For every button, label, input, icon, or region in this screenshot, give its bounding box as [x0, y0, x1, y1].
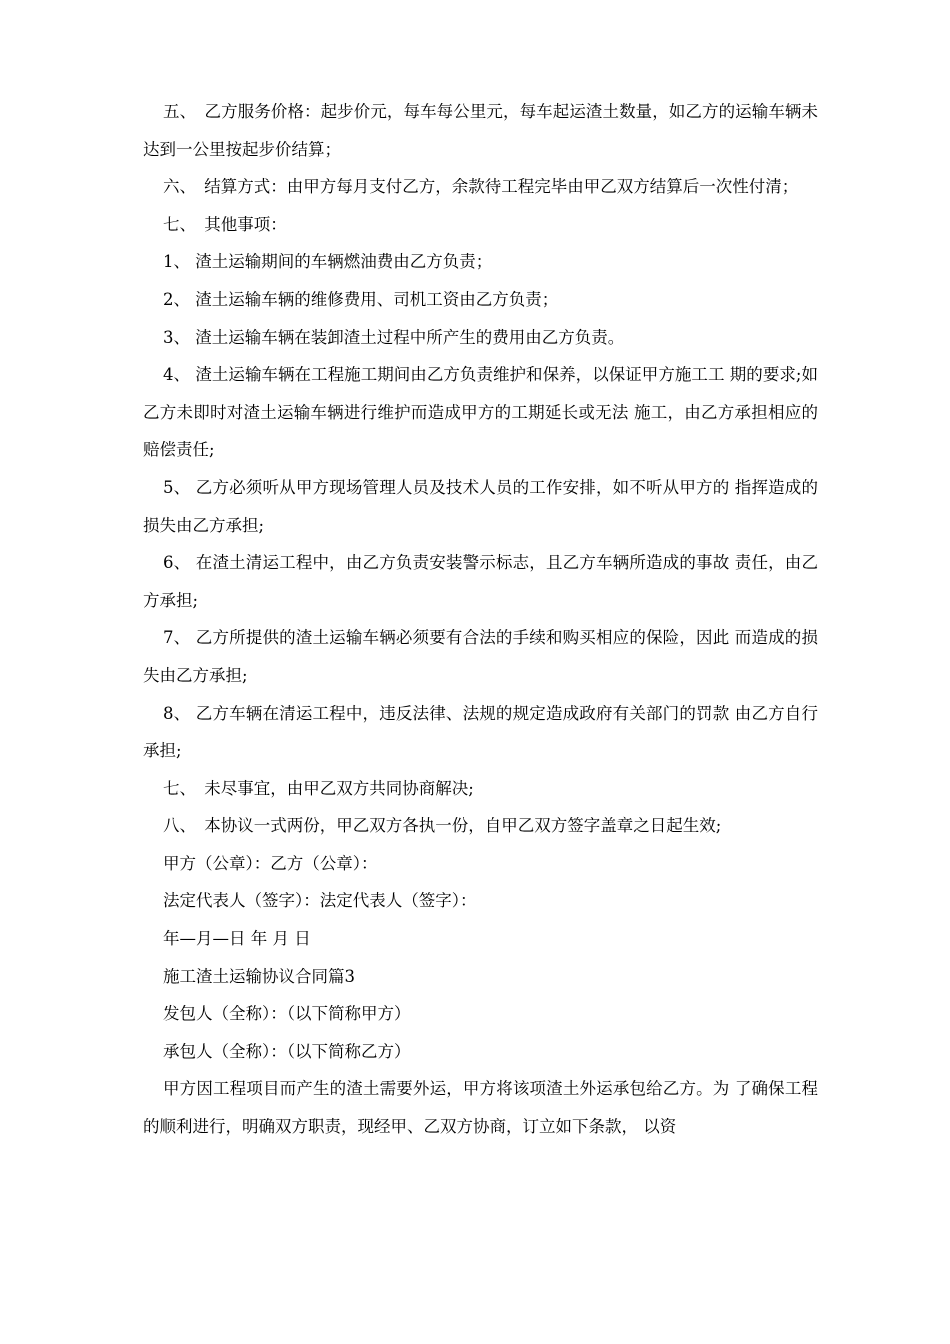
- section-heading: 施工渣土运输协议合同篇3: [163, 966, 355, 986]
- signature-date: 年—月—日 年 月 日: [163, 929, 311, 949]
- item-6-warning-signs: 6、 在渣土清运工程中，由乙方负责安装警示标志，且乙方车辆所造成的事故 责任，由乙方承担;: [143, 553, 818, 610]
- document-body: [143, 93, 818, 1146]
- item-7-legal-insurance: 7、 乙方所提供的渣土运输车辆必须要有合法的手续和购买相应的保险，因此 而造成的损失由乙方承担;: [143, 628, 818, 685]
- party-seals: 甲方（公章）：乙方（公章）：: [163, 853, 378, 873]
- intro-paragraph: 甲方因工程项目而产生的渣土需要外运，甲方将该项渣土外运承包给乙方。为 了确保工程的顺利进行，明确双方职责，现经甲、乙双方协商，订立如下条款， 以资: [143, 1079, 818, 1137]
- contractor-party-b: 承包人（全称）：（以下简称乙方）: [163, 1041, 411, 1061]
- clause-6-settlement: 六、 结算方式：由甲方每月支付乙方，余款待工程完毕由甲乙双方结算后一次性付清；: [163, 177, 799, 197]
- legal-representatives: 法定代表人（签字）：法定代表人（签字）：: [163, 891, 477, 911]
- contractor-party-a: 发包人（全称）：（以下简称甲方）: [163, 1004, 411, 1024]
- item-1-fuel: 1、 渣土运输期间的车辆燃油费由乙方负责；: [163, 252, 493, 272]
- clause-7-other-matters: 七、 其他事项：: [163, 214, 287, 234]
- item-5-site-instructions: 5、 乙方必须听从甲方现场管理人员及技术人员的工作安排，如不听从甲方的 指挥造成的损失由乙方承担;: [143, 477, 818, 535]
- item-3-loading-costs: 3、 渣土运输车辆在装卸渣土过程中所产生的费用由乙方负责。: [163, 327, 625, 347]
- clause-5-service-price: 五、 乙方服务价格：起步价元，每车每公里元，每车起运渣土数量，如乙方的运输车辆未达到一公里按起步价结算；: [143, 102, 818, 159]
- item-8-fines: 8、 乙方车辆在清运工程中，违反法律、法规的规定造成政府有关部门的罚款 由乙方自行承担;: [143, 703, 818, 761]
- item-4-vehicle-upkeep: 4、 渣土运输车辆在工程施工期间由乙方负责维护和保养，以保证甲方施工工 期的要求;如乙方未即时对渣土运输车辆进行维护而造成甲方的工期延长或无法 施工，由乙方承担相应的赔偿责任;: [143, 365, 818, 460]
- clause-unresolved-matters: 七、 未尽事宜，由甲乙双方共同协商解决;: [163, 778, 474, 798]
- item-2-maintenance: 2、 渣土运输车辆的维修费用、司机工资由乙方负责；: [163, 289, 559, 309]
- clause-8-copies: 八、 本协议一式两份，甲乙双方各执一份，自甲乙双方签字盖章之日起生效;: [163, 816, 722, 836]
